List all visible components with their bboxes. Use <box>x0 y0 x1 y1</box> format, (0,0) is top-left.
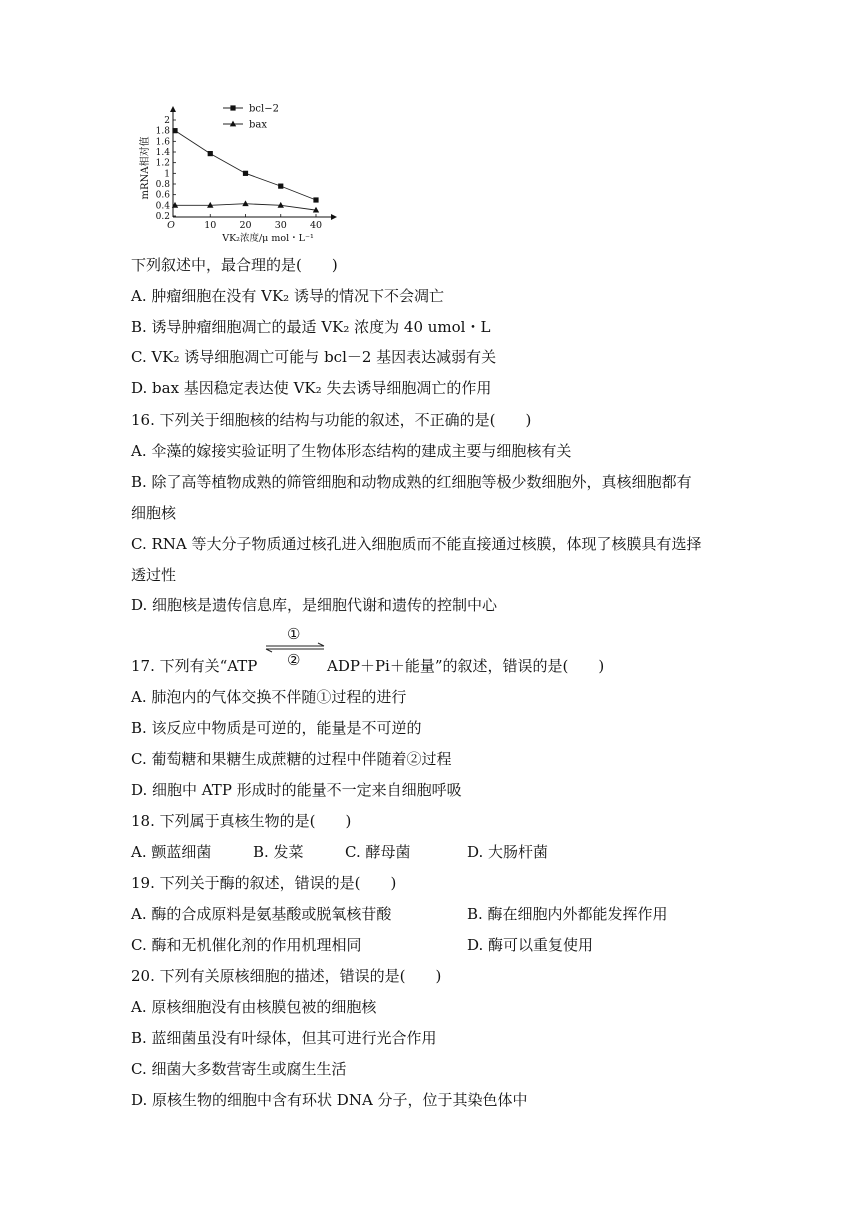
legend-label: bcl−2 <box>249 103 279 115</box>
q16-option-a: A. 伞藻的嫁接实验证明了生物体形态结构的建成主要与细胞核有关 <box>131 442 572 460</box>
x-axis-label: VK₂浓度/μ mol・L⁻¹ <box>222 233 314 244</box>
q19-option-a: A. 酶的合成原料是氨基酸或脱氧核苷酸 <box>131 905 392 923</box>
q15-option-c: C. VK₂ 诱导细胞凋亡可能与 bcl－2 基因表达减弱有关 <box>131 348 497 366</box>
y-axis-arrow-icon <box>170 106 176 112</box>
chart-axes <box>138 103 337 244</box>
series-line-bcl2 <box>175 131 316 200</box>
y-axis-label: mRNA相对值 <box>140 136 151 200</box>
q18-option-a: A. 颤蓝细菌 <box>131 843 212 861</box>
q17-option-d: D. 细胞中 ATP 形成时的能量不一定来自细胞呼吸 <box>131 781 462 799</box>
y-tick-label: 1.8 <box>155 126 170 137</box>
q17-option-a: A. 肺泡内的气体交换不伴随①过程的进行 <box>131 688 407 706</box>
arrow-label-bottom: ② <box>287 651 301 669</box>
x-tick-label: 10 <box>204 220 217 231</box>
q16-option-d: D. 细胞核是遗传信息库，是细胞代谢和遗传的控制中心 <box>131 596 498 614</box>
q18-option-d: D. 大肠杆菌 <box>467 843 549 861</box>
q17-stem-right: ADP＋Pi＋能量”的叙述，错误的是( ) <box>327 657 605 675</box>
chart-svg <box>128 98 368 248</box>
data-point-square <box>278 184 283 189</box>
data-point-square <box>243 171 248 176</box>
q16-option-c-line2: 透过性 <box>131 566 177 584</box>
data-point-square <box>172 128 177 133</box>
q19-option-c: C. 酶和无机催化剂的作用机理相同 <box>131 936 362 954</box>
q17-stem-left: 17. 下列有关“ATP <box>131 657 258 675</box>
y-tick-label: 0.2 <box>155 212 170 222</box>
q20-option-d: D. 原核生物的细胞中含有环状 DNA 分子，位于其染色体中 <box>131 1091 528 1109</box>
x-tick-label: O <box>167 220 175 231</box>
arrow-label-top: ① <box>287 625 301 643</box>
x-axis-arrow-icon <box>331 214 337 220</box>
data-point-square <box>208 151 213 156</box>
q19-stem: 19. 下列关于酶的叙述，错误的是( ) <box>131 874 397 892</box>
q15-stem: 下列叙述中，最合理的是( ) <box>131 256 338 274</box>
x-tick-label: 30 <box>274 220 287 231</box>
y-tick-label: 1 <box>164 169 170 180</box>
y-tick-label: 2 <box>164 116 170 126</box>
q20-option-a: A. 原核细胞没有由核膜包被的细胞核 <box>131 998 377 1016</box>
q18-option-b: B. 发菜 <box>253 843 304 861</box>
q16-option-b-line2: 细胞核 <box>131 504 177 522</box>
y-tick-label: 0.6 <box>155 190 170 201</box>
q17-option-b: B. 该反应中物质是可逆的，能量是不可逆的 <box>131 719 422 737</box>
q15-option-a: A. 肿瘤细胞在没有 VK₂ 诱导的情况下不会凋亡 <box>131 287 444 305</box>
chart-marks <box>172 128 319 212</box>
q16-stem: 16. 下列关于细胞核的结构与功能的叙述，不正确的是( ) <box>131 411 532 429</box>
data-point-square <box>313 197 318 202</box>
x-tick-label: 20 <box>239 220 252 231</box>
q19-option-d: D. 酶可以重复使用 <box>467 936 594 954</box>
chart-legend <box>223 104 279 131</box>
q19-option-b: B. 酶在细胞内外都能发挥作用 <box>467 905 668 923</box>
data-point-square <box>230 105 235 110</box>
q18-stem: 18. 下列属于真核生物的是( ) <box>131 812 352 830</box>
y-tick-label: 0.8 <box>155 180 170 190</box>
data-point-triangle <box>230 121 236 127</box>
q20-option-b: B. 蓝细菌虽没有叶绿体，但其可进行光合作用 <box>131 1029 437 1047</box>
y-tick-label: 1.6 <box>155 137 170 148</box>
y-tick-label: 1.2 <box>155 158 170 169</box>
q20-option-c: C. 细菌大多数营寄生或腐生生活 <box>131 1060 347 1078</box>
y-tick-label: 1.4 <box>155 148 170 158</box>
q16-option-b-line1: B. 除了高等植物成熟的筛管细胞和动物成熟的红细胞等极少数细胞外，真核细胞都有 <box>131 473 692 491</box>
q16-option-c-line1: C. RNA 等大分子物质通过核孔进入细胞质而不能直接通过核膜，体现了核膜具有选择 <box>131 535 702 553</box>
q15-option-b: B. 诱导肿瘤细胞凋亡的最适 VK₂ 浓度为 40 umol・L <box>131 318 491 336</box>
y-tick-label: 0.4 <box>155 201 170 212</box>
x-tick-label: 40 <box>309 220 323 231</box>
q20-stem: 20. 下列有关原核细胞的描述，错误的是( ) <box>131 967 442 985</box>
q18-option-c: C. 酵母菌 <box>345 843 411 861</box>
q17-option-c: C. 葡萄糖和果糖生成蔗糖的过程中伴随着②过程 <box>131 750 452 768</box>
legend-label: bax <box>249 119 268 131</box>
data-point-triangle <box>242 200 248 206</box>
q15-option-d: D. bax 基因稳定表达使 VK₂ 失去诱导细胞凋亡的作用 <box>131 379 492 397</box>
mrna-line-chart <box>128 98 368 248</box>
